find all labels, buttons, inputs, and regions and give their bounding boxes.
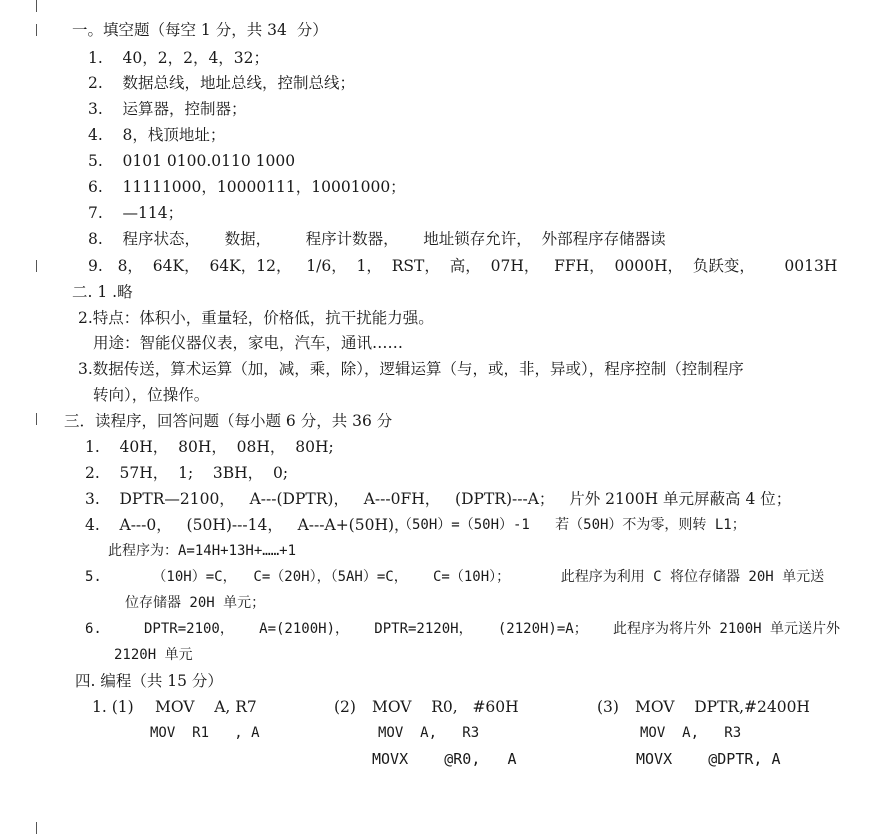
section3-item-4-line1-condition: （50H）=（50H）-1 若（50H）不为零，则转 L1； bbox=[398, 517, 746, 533]
program3-label: (3) bbox=[597, 698, 619, 716]
program1-label: 1. (1) bbox=[92, 698, 134, 716]
section1-item-4: 4. 8，栈顶地址； bbox=[88, 126, 226, 144]
section3-item-2: 2. 57H， 1; 3BH， 0; bbox=[85, 464, 289, 482]
section3-item-5-line1: 5. （10H）=C， C=（20H），（5AH）=C， C=（10H）； 此程序为利用 C 将位存储器 20H 单元送 bbox=[85, 569, 825, 585]
section2-title: 二. 1 .略 bbox=[72, 283, 133, 301]
margin-mark bbox=[36, 822, 37, 834]
section3-title: 三．读程序，回答问题（每小题 6 分，共 36 分 bbox=[64, 412, 393, 430]
section1-item-7: 7. —114； bbox=[88, 204, 184, 222]
section1-item-6: 6. 11111000，10000111，10001000； bbox=[88, 178, 406, 196]
section1-item-9: 9. 8， 64K， 64K，12， 1/6， 1， RST， 高， 07H， FFH， 0000H， 负跃变， 0013H bbox=[88, 257, 838, 275]
section3-item-5-line2: 位存储器 20H 单元； bbox=[125, 595, 266, 611]
program2-label: (2) bbox=[334, 698, 356, 716]
section2-item3-line2: 转向），位操作。 bbox=[93, 386, 210, 404]
section3-item-6-line1: 6. DPTR=2100， A=(2100H)， DPTR=2120H， (2120H)=A； 此程序为将片外 2100H 单元送片外 bbox=[85, 621, 841, 637]
section1-item-2: 2. 数据总线，地址总线，控制总线； bbox=[88, 74, 355, 92]
section2-features: 2.特点：体积小，重量轻，价格低，抗干扰能力强。 bbox=[78, 309, 434, 327]
section1-item-5: 5. 0101 0100.0110 1000 bbox=[88, 152, 296, 170]
section3-item-3: 3. DPTR—2100， A---(DPTR)， A---0FH， (DPTR)---A； 片外 2100H 单元屏蔽高 4 位； bbox=[85, 490, 792, 508]
program3-line3: MOVX @DPTR, A bbox=[636, 750, 781, 768]
program2-line2: MOV A, R3 bbox=[378, 725, 480, 741]
section3-item-1: 1. 40H， 80H， 08H， 80H; bbox=[85, 438, 334, 456]
program2-line3: MOVX @R0, A bbox=[372, 750, 517, 768]
margin-mark bbox=[36, 413, 37, 425]
section4-title: 四. 编程（共 15 分） bbox=[75, 672, 223, 690]
section1-title: 一。填空题（每空 1 分，共 34 分） bbox=[72, 21, 328, 39]
section1-item-8: 8. 程序状态， 数据， 程序计数器， 地址锁存允许， 外部程序存储器读 bbox=[88, 230, 666, 248]
section1-item-1: 1. 40，2，2，4，32； bbox=[88, 49, 270, 67]
program3-line2: MOV A, R3 bbox=[640, 725, 742, 741]
section2-uses: 用途：智能仪器仪表，家电，汽车，通讯…… bbox=[93, 334, 404, 352]
margin-mark bbox=[36, 24, 37, 36]
section1-item-3: 3. 运算器，控制器； bbox=[88, 100, 247, 118]
section3-item-4-line2: 此程序为：A=14H+13H+……+1 bbox=[108, 543, 297, 559]
section2-item3-line1: 3.数据传送，算术运算（加，减，乘，除），逻辑运算（与，或，非，异或），程序控制（控制程序 bbox=[78, 360, 744, 378]
margin-mark bbox=[36, 260, 37, 272]
section3-item-4-line1: 4. A---0， (50H)---14， A---A+(50H)， bbox=[85, 516, 410, 534]
section3-item-6-line2: 2120H 单元 bbox=[114, 647, 193, 663]
margin-mark bbox=[36, 0, 37, 12]
program2-line1: MOV R0, #60H bbox=[372, 698, 519, 716]
program1-line2: MOV R1 , A bbox=[150, 725, 260, 741]
program1-line1: MOV A, R7 bbox=[155, 698, 257, 716]
program3-line1: MOV DPTR,#2400H bbox=[635, 698, 810, 716]
